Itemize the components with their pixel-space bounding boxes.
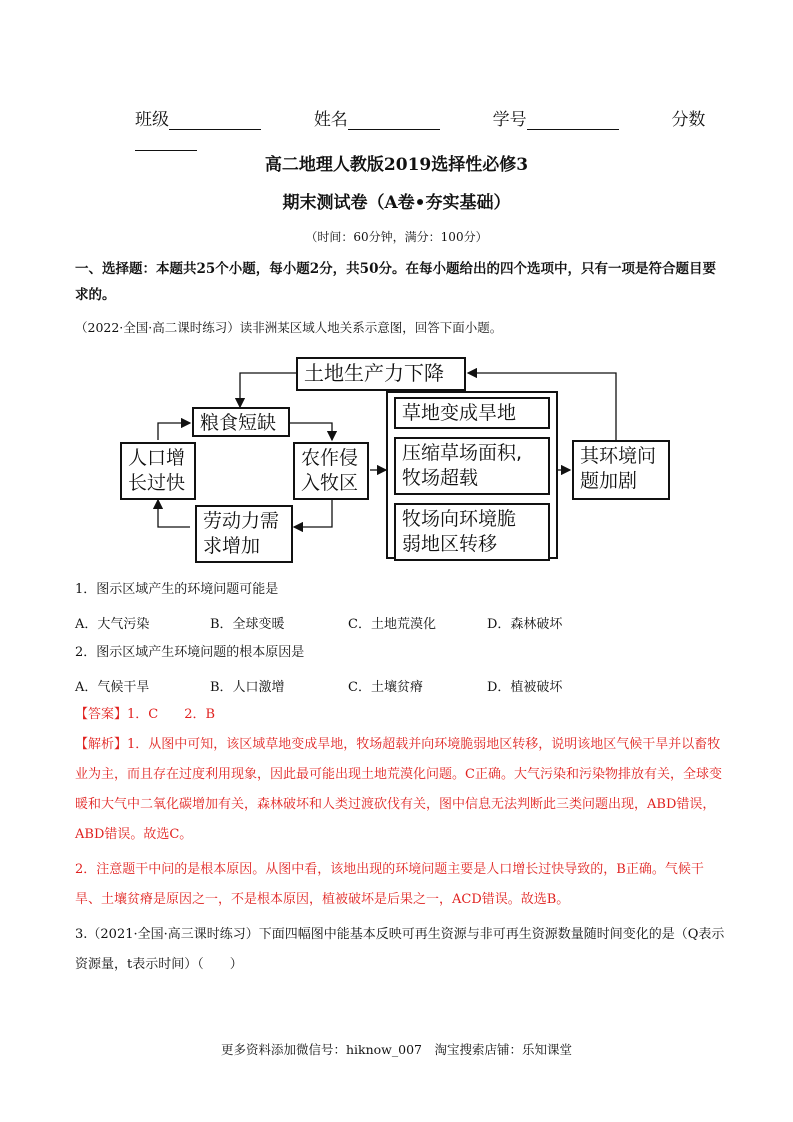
- analysis-2: 2．注意题干中问的是根本原因。从图中看，该地出现的环境问题主要是人口增长过快导致的，B正确。气候干旱、土壤贫瘠是原因之一，不是根本原因，植被破坏是后果之一，ACD错误。故选B。: [75, 862, 704, 907]
- box-population-line1: 人口增: [128, 447, 186, 469]
- time-note: （时间：60分钟，满分：100分）: [305, 230, 488, 244]
- score-blank[interactable]: [135, 130, 197, 151]
- box-population-line2: 长过快: [128, 472, 186, 494]
- box-pasture-shift: [394, 503, 550, 561]
- q1-stem: 1．图示区域产生的环境问题可能是: [75, 582, 279, 597]
- q2-stem: 2．图示区域产生环境问题的根本原因是: [75, 645, 305, 660]
- box-land-productivity-text: 土地生产力下降: [304, 361, 444, 385]
- title-sub: 期末测试卷（A卷•夯实基础）: [282, 193, 511, 213]
- footer-note: 更多资料添加微信号：hiknow_007 淘宝搜索店铺：乐知课堂: [220, 1042, 572, 1057]
- box-grassland-to-dryland: [394, 397, 550, 429]
- section-heading: 一、选择题：本题共25个小题，每小题2分，共50分。在每小题给出的四个选项中，只有一项是符合题目要求的。: [75, 261, 716, 303]
- class-blank[interactable]: [169, 109, 261, 130]
- box-overgrazing-line1: 压缩草场面积,: [402, 442, 523, 464]
- box-farmland-expansion: [293, 442, 369, 500]
- box-population-growth: [120, 442, 196, 500]
- id-label: 学号: [492, 110, 527, 130]
- box-pasture-line2: 弱地区转移: [402, 533, 498, 555]
- box-land-productivity: [296, 357, 466, 391]
- box-environment-line2: 题加剧: [580, 470, 638, 492]
- box-farmland-line1: 农作侵: [301, 447, 359, 469]
- box-labor-line2: 求增加: [203, 535, 261, 557]
- box-labor-demand: [195, 505, 293, 563]
- box-grassland-text: 草地变成旱地: [402, 402, 517, 424]
- box-environment-worsening: [572, 440, 670, 500]
- box-food-shortage-text: 粮食短缺: [200, 412, 277, 434]
- q2-option-a[interactable]: A．气候干旱: [75, 680, 150, 695]
- q1-option-a[interactable]: A．大气污染: [75, 617, 150, 632]
- flow-diagram: [118, 355, 678, 565]
- box-environment-line1: 其环境问: [580, 445, 657, 467]
- box-pasture-line1: 牧场向环境脆: [402, 508, 517, 530]
- q3-stem: 3.（2021·全国·高三课时练习）下面四幅图中能基本反映可再生资源与非可再生资源数量随时间变化的是（Q表示资源量，t表示时间）（ ）: [75, 927, 725, 972]
- box-farmland-line2: 入牧区: [301, 472, 359, 494]
- box-labor-line1: 劳动力需: [203, 510, 280, 532]
- answer-line: 【答案】1．C 2．B: [75, 707, 216, 722]
- info-line: [135, 105, 735, 151]
- q1-option-c[interactable]: C．土地荒漠化: [348, 617, 436, 632]
- box-overgrazing-line2: 牧场超载: [402, 467, 479, 489]
- box-overgrazing: [394, 437, 550, 495]
- q2-option-b[interactable]: B．人口激增: [210, 680, 285, 695]
- name-blank[interactable]: [348, 109, 440, 130]
- class-label: 班级: [135, 110, 169, 130]
- question-intro: （2022·全国·高二课时练习）读非洲某区域人地关系示意图，回答下面小题。: [75, 320, 503, 335]
- score-label: 分数: [671, 110, 706, 130]
- q2-option-c[interactable]: C．土壤贫瘠: [348, 680, 423, 695]
- analysis-1: 【解析】1．从图中可知，该区域草地变成旱地，牧场超载并向环境脆弱地区转移，说明该地区气候干旱并以畜牧业为主，而且存在过度利用现象，因此最可能出现土地荒漠化问题。C正确。大气污染和污染物排放有关，全球变暖和大气中二氧化碳增加有关，森林破坏和人类过渡砍伐有关，图中信息无法判断此三类问题出现，ABD错误，ABD错误。故选C。: [75, 737, 722, 842]
- id-blank[interactable]: [527, 109, 619, 130]
- q1-option-b[interactable]: B．全球变暖: [210, 617, 285, 632]
- name-label: 姓名: [313, 110, 348, 130]
- box-food-shortage: [192, 407, 290, 437]
- title-main: 高二地理人教版2019选择性必修3: [264, 155, 529, 175]
- q1-option-d[interactable]: D．森林破坏: [487, 617, 563, 632]
- q2-option-d[interactable]: D．植被破坏: [487, 680, 563, 695]
